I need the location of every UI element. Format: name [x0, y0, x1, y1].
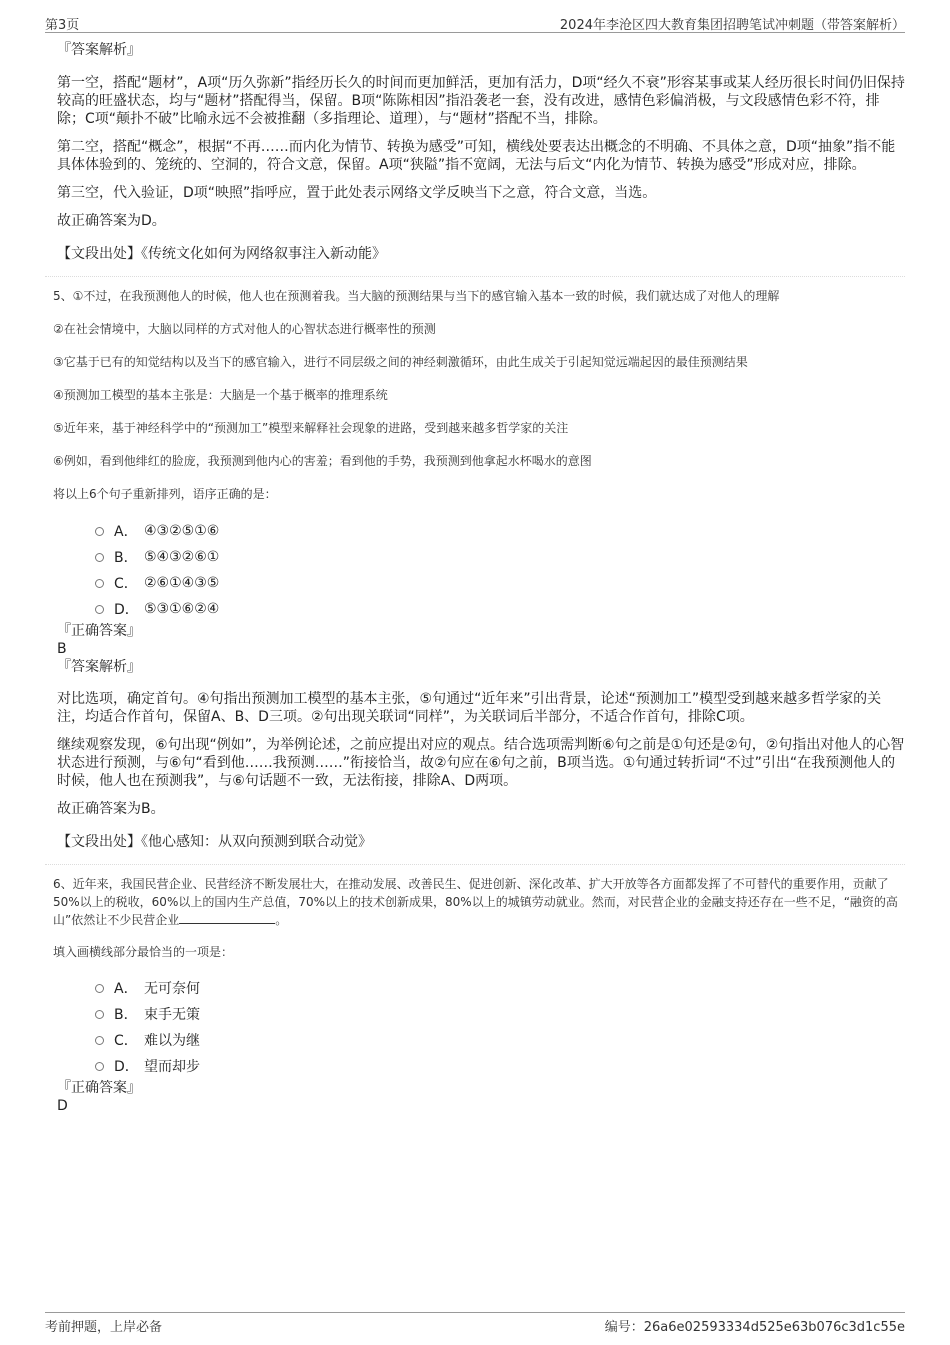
option-b[interactable]: B． 束手无策: [95, 1001, 905, 1027]
analysis-paragraph: 第三空，代入验证，D项“映照”指呼应，置于此处表示网络文学反映当下之意，符合文意，当选。: [57, 185, 657, 201]
question-sentence: ⑤近年来，基于神经科学中的“预测加工”模型来解释社会现象的进路，受到越来越多哲学家的关注: [53, 421, 569, 435]
radio-icon[interactable]: [95, 579, 104, 588]
question-sentence: 5、①不过，在我预测他人的时候，他人也在预测着我。当大脑的预测结果与当下的感官输入基本一致的时候，我们就达成了对他人的理解: [53, 289, 780, 303]
radio-icon[interactable]: [95, 527, 104, 536]
analysis-paragraph: 对比选项，确定首句。④句指出预测加工模型的基本主张，⑤句通过“近年来”引出背景，论述“预测加工”模型受到越来越多哲学家的关注，均适合作首句，保留A、B、D三项。②句出现关联词“同样”，为关联词后半部分，不适合作首句，排除C项。: [57, 691, 882, 725]
radio-icon[interactable]: [95, 984, 104, 993]
answer-label: 『正确答案』: [57, 1080, 141, 1096]
options-list: [95, 975, 905, 1079]
options-list: [95, 518, 905, 622]
option-d[interactable]: D． ⑤③①⑥②④: [95, 596, 905, 622]
answer-label: 『正确答案』: [57, 623, 141, 639]
page-number: 第3页: [45, 18, 80, 33]
answer-value: B: [57, 641, 67, 657]
page-header: [45, 14, 905, 33]
radio-icon[interactable]: [95, 605, 104, 614]
radio-icon[interactable]: [95, 1062, 104, 1071]
analysis-label: 『答案解析』: [57, 42, 141, 58]
analysis-conclusion: 故正确答案为B。: [57, 801, 165, 817]
answer-value: D: [57, 1098, 68, 1114]
divider: [45, 276, 905, 277]
option-b[interactable]: B． ⑤④③②⑥①: [95, 544, 905, 570]
radio-icon[interactable]: [95, 1036, 104, 1045]
question-stem: 6、近年来，我国民营企业、民营经济不断发展壮大，在推动发展、改善民生、促进创新、深化改革、扩大开放等各方面都发挥了不可替代的重要作用，贡献了50%以上的税收，60%以上的国内生产总值，70%以上的技术创新成果，80%以上的城镇劳动就业。然而，对民营企业的金融支持还存在一些不足，“融资的高山”依然让不少民营企业 。: [53, 877, 898, 927]
question-sentence: ③它基于已有的知觉结构以及当下的感官输入，进行不同层级之间的神经刺激循环，由此生成关于引起知觉远端起因的最佳预测结果: [53, 355, 748, 369]
divider: [45, 864, 905, 865]
analysis-paragraph: 第二空，搭配“概念”，根据“不再……而内化为情节、转换为感受”可知，横线处要表达出概念的不明确、不具体之意，D项“抽象”指不能具体体验到的、笼统的、空洞的，符合文意，保留。A项“狭隘”指不宽阔，无法与后文“内化为情节、转换为感受”形成对应，排除。: [57, 139, 896, 173]
document-title: 2024年李沧区四大教育集团招聘笔试冲刺题（带答案解析）: [559, 18, 905, 33]
analysis-paragraph: 第一空，搭配“题材”，A项“历久弥新”指经历长久的时间而更加鲜活，更加有活力，D项“经久不衰”形容某事或某人经历很长时间仍旧保持较高的旺盛状态，均与“题材”搭配得当，保留。B项“陈陈相因”指沿袭老一套，没有改进，感情色彩偏消极，与文段感情色彩不符，排除；C项“颠扑不破”比喻永远不会被推翻（多指理论、道理），与“题材”搭配不当，排除。: [57, 75, 905, 127]
radio-icon[interactable]: [95, 1010, 104, 1019]
fill-blank: [179, 911, 275, 924]
document-code: 编号：26a6e02593334d525e63b076c3d1c55e: [604, 1320, 905, 1335]
analysis-conclusion: 故正确答案为D。: [57, 213, 166, 229]
source-citation: 【文段出处】《传统文化如何为网络叙事注入新动能》: [57, 246, 386, 262]
option-a[interactable]: A． 无可奈何: [95, 975, 905, 1001]
question-sentence: ②在社会情境中，大脑以同样的方式对他人的心智状态进行概率性的预测: [53, 322, 436, 336]
option-d[interactable]: D． 望而却步: [95, 1053, 905, 1079]
analysis-paragraph: 继续观察发现，⑥句出现“例如”，为举例论述，之前应提出对应的观点。结合选项需判断⑥句之前是①句还是②句，②句指出对他人的心智状态进行预测，与⑥句“看到他……我预测……”衔接恰当，故②句应在⑥句之前，B项当选。①句通过转折词“不过”引出“在我预测他人的时候，他人也在预测我”，与⑥句话题不一致，无法衔接，排除A、D两项。: [57, 737, 905, 789]
question-sentence: ⑥例如，看到他绯红的脸庞，我预测到他内心的害羞；看到他的手势，我预测到他拿起水杯喝水的意图: [53, 454, 592, 468]
option-a[interactable]: A． ④③②⑤①⑥: [95, 518, 905, 544]
question-sentence: ④预测加工模型的基本主张是：大脑是一个基于概率的推理系统: [53, 388, 388, 402]
footer-slogan: 考前押题，上岸必备: [45, 1320, 163, 1335]
question-prompt: 填入画横线部分最恰当的一项是：: [53, 945, 234, 959]
radio-icon[interactable]: [95, 553, 104, 562]
option-c[interactable]: C． 难以为继: [95, 1027, 905, 1053]
question-prompt: 将以上6个句子重新排列，语序正确的是：: [53, 487, 277, 501]
option-c[interactable]: C． ②⑥①④③⑤: [95, 570, 905, 596]
page-footer: [45, 1312, 905, 1336]
document-body: [45, 40, 905, 1115]
analysis-label: 『答案解析』: [57, 659, 141, 675]
source-citation: 【文段出处】《他心感知：从双向预测到联合动觉》: [57, 834, 372, 850]
